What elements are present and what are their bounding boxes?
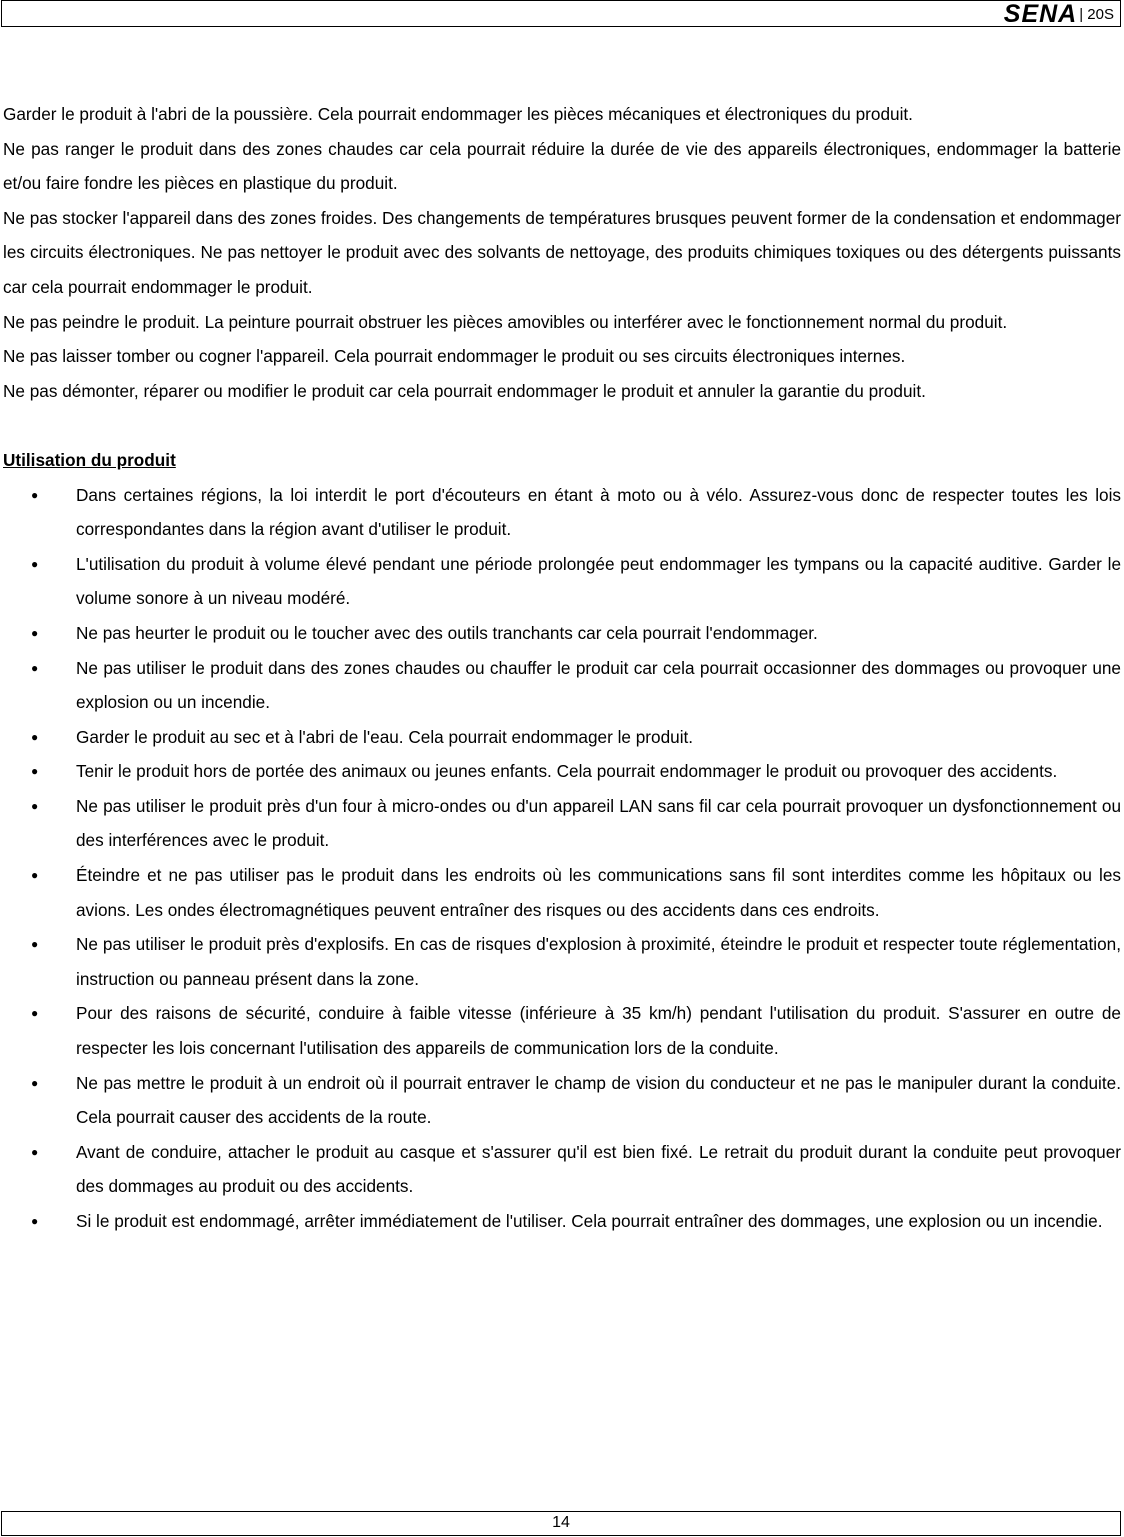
bullet-item: ● Avant de conduire, attacher le produit au casque et s'assurer qu'il est bien fixé. Le retrait du produit durant la conduite peut provoquer des dommages au produit ou des accidents. bbox=[3, 1135, 1121, 1204]
page-footer bbox=[1, 1511, 1121, 1536]
bullet-item: ● Dans certaines régions, la loi interdit le port d'écouteurs en étant à moto ou à vélo. Assurez-vous donc de respecter toutes les lois correspondantes dans la région avant d'utiliser le produit. bbox=[3, 478, 1121, 547]
paragraph: Ne pas peindre le produit. La peinture pourrait obstruer les pièces amovibles ou interférer avec le fonctionnement normal du produit. bbox=[3, 311, 1008, 332]
paragraph: Ne pas ranger le produit dans des zones chaudes car cela pourrait réduire la durée de vie des appareils électroniques, endommager la batterie et/ou faire fondre les pièces en plastique du produit. bbox=[3, 138, 1121, 194]
bullet-item: ● Garder le produit au sec et à l'abri de l'eau. Cela pourrait endommager le produit. bbox=[3, 720, 1121, 755]
sena-logo: SENA bbox=[1003, 0, 1078, 28]
bullet-item: ● Ne pas mettre le produit à un endroit où il pourrait entraver le champ de vision du conducteur et ne pas le manipuler durant la conduite. Cela pourrait causer des accidents de la route. bbox=[3, 1066, 1121, 1135]
bullet-item: ● Si le produit est endommagé, arrêter immédiatement de l'utiliser. Cela pourrait entraîner des dommages, une explosion ou un incendie. bbox=[3, 1204, 1121, 1239]
spacer bbox=[3, 408, 1121, 443]
bullet-item: ● Pour des raisons de sécurité, conduire à faible vitesse (inférieure à 35 km/h) pendant l'utilisation du produit. S'assurer en outre de respecter les lois concernant l'utilisation des appareils de communication lors de la conduite. bbox=[3, 996, 1121, 1065]
bullet-item: ● Éteindre et ne pas utiliser pas le produit dans les endroits où les communications sans fil sont interdites comme les hôpitaux ou les avions. Les ondes électromagnétiques peuvent entraîner des risques ou des accidents dans ces endroits. bbox=[3, 858, 1121, 927]
bullet-item: ● Ne pas utiliser le produit près d'un four à micro-ondes ou d'un appareil LAN sans fil car cela pourrait provoquer un dysfonctionnement ou des interférences avec le produit. bbox=[3, 789, 1121, 858]
bullet-item: ● Tenir le produit hors de portée des animaux ou jeunes enfants. Cela pourrait endommager le produit ou provoquer des accidents. bbox=[3, 754, 1121, 789]
bullet-item: ● Ne pas utiliser le produit près d'explosifs. En cas de risques d'explosion à proximité, éteindre le produit et respecter toute réglementation, instruction ou panneau présent dans la zone. bbox=[3, 927, 1121, 996]
document-body bbox=[3, 97, 1121, 1239]
paragraph: Ne pas laisser tomber ou cogner l'appareil. Cela pourrait endommager le produit ou ses circuits électroniques internes. bbox=[3, 346, 906, 367]
model-name: | 20S bbox=[1079, 5, 1114, 23]
bullet-item: ● Ne pas utiliser le produit dans des zones chaudes ou chauffer le produit car cela pourrait occasionner des dommages ou provoquer une explosion ou un incendie. bbox=[3, 651, 1121, 720]
bullet-list bbox=[3, 478, 1121, 1239]
paragraph: Ne pas démonter, réparer ou modifier le produit car cela pourrait endommager le produit et annuler la garantie du produit. bbox=[3, 380, 926, 401]
page-header bbox=[1, 0, 1121, 27]
section-title: Utilisation du produit bbox=[3, 449, 176, 470]
page-number: 14 bbox=[552, 1514, 570, 1531]
bullet-item: ● L'utilisation du produit à volume élevé pendant une période prolongée peut endommager les tympans ou la capacité auditive. Garder le volume sonore à un niveau modéré. bbox=[3, 547, 1121, 616]
paragraph: Garder le produit à l'abri de la poussière. Cela pourrait endommager les pièces mécaniques et électroniques du produit. bbox=[3, 104, 913, 124]
bullet-item: ● Ne pas heurter le produit ou le toucher avec des outils tranchants car cela pourrait l'endommager. bbox=[3, 616, 1121, 651]
paragraph: Ne pas stocker l'appareil dans des zones froides. Des changements de températures brusques peuvent former de la condensation et endommager les circuits électroniques. Ne pas nettoyer le produit avec des solvants de nettoyage, des produits chimiques toxiques ou des détergents puissants car cela pourrait endommager le produit. bbox=[3, 207, 1121, 297]
brand bbox=[1004, 2, 1114, 26]
